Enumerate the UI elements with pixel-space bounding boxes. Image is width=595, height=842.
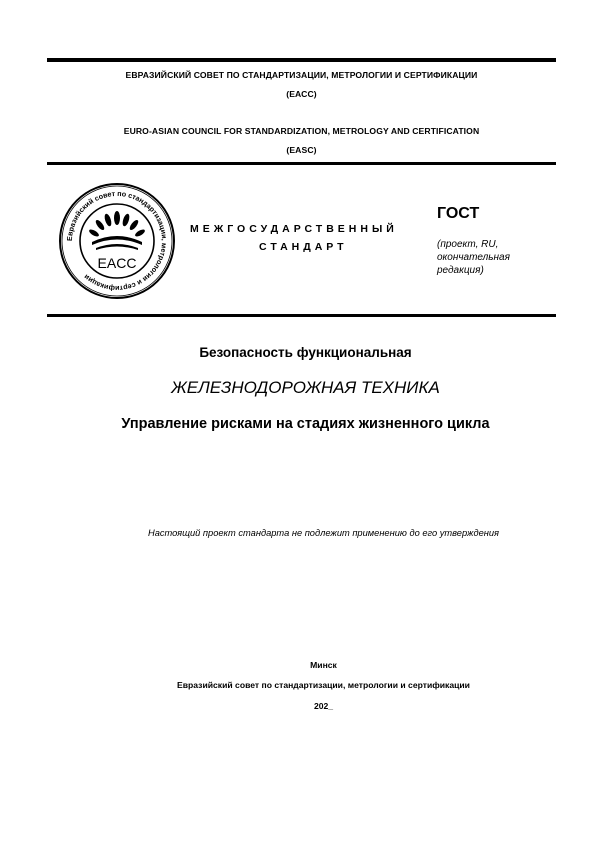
footer-city: Минск [310,660,337,670]
footer-year: 202_ [313,701,334,711]
draft-notice: Настоящий проект стандарта не подлежит применению до его утверждения [147,528,500,538]
header-bottom-rule [47,162,556,165]
logo-emblem-text: EACC [97,255,137,271]
draft-note-line2: окончательная [437,252,510,263]
council-name-ru: ЕВРАЗИЙСКИЙ СОВЕТ ПО СТАНДАРТИЗАЦИИ, МЕТРОЛОГИИ И СЕРТИФИКАЦИИ [125,70,478,80]
easc-logo [58,182,176,300]
draft-note-line1: (проект, RU, [437,239,499,250]
title-line3: Управление рисками на стадиях жизненного цикла [121,416,490,432]
standard-type-line1: МЕЖГОСУДАРСТВЕННЫЙ [190,223,398,235]
title-line2: ЖЕЛЕЗНОДОРОЖНАЯ ТЕХНИКА [171,378,440,397]
easc-emblem-icon [58,182,176,300]
council-abbr-en: (EASC) [286,145,317,155]
title-line1: Безопасность функциональная [199,345,412,360]
top-rule [47,58,556,62]
footer-publisher: Евразийский совет по стандартизации, метрологии и сертификации [177,680,470,690]
council-abbr-ru: (ЕАСС) [286,89,317,99]
council-name-en: EURO-ASIAN COUNCIL FOR STANDARDIZATION, METROLOGY AND CERTIFICATION [123,126,480,136]
logo-ring-text: Евразийский совет по стандартизации, метрологии и сертификации [64,188,170,294]
gost-label: ГОСТ [437,205,480,222]
standard-type-line2: СТАНДАРТ [259,241,348,253]
draft-note-line3: редакция) [437,265,484,276]
middle-rule [47,314,556,317]
